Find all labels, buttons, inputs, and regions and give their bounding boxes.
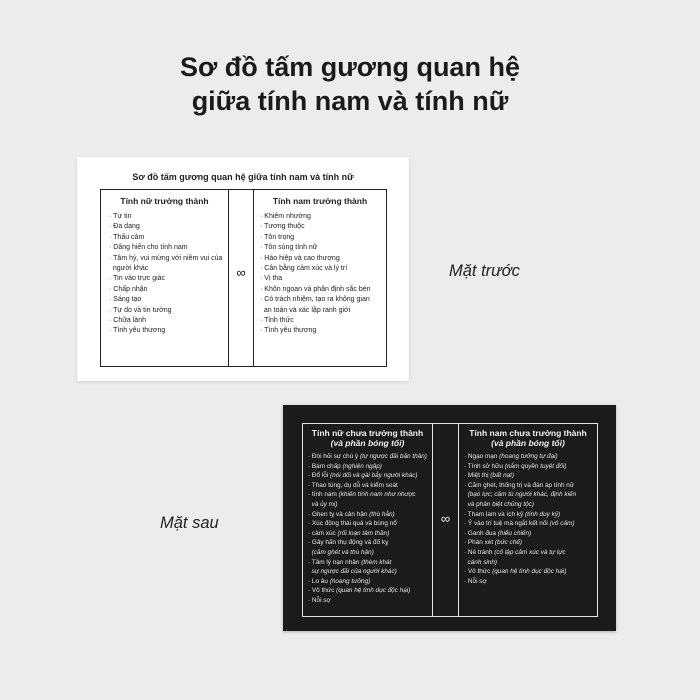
list-item [464, 567, 597, 577]
list-item [308, 490, 432, 500]
item-note: (vô cảm) [549, 520, 575, 528]
item-text: Vô thức [311, 587, 337, 595]
item-text: Nỗi sợ [311, 596, 331, 604]
item-text: Ý vào trí tuệ mà ngắt kết nối [467, 520, 550, 528]
list-item [308, 500, 432, 510]
item-note: (căm ghét và thù hận) [311, 548, 374, 556]
back-left-column [303, 424, 433, 616]
front-left-heading: Tính nữ trưởng thành [120, 196, 209, 206]
item-note: (khiến tính nam như nhược [338, 491, 416, 499]
list-item [464, 558, 597, 568]
front-left-column [101, 190, 229, 366]
list-item [308, 452, 432, 462]
page-title-line-1: Sơ đồ tấm gương quan hệ [180, 52, 520, 82]
item-text: Phán xét [467, 539, 495, 547]
front-label: Mặt trước [449, 262, 520, 280]
item-text: Tâm lý nạn nhân [311, 558, 362, 566]
list-item [308, 586, 432, 596]
list-item [464, 452, 597, 462]
list-item [308, 481, 432, 491]
list-item [464, 500, 597, 510]
item-note: (nắm quyền tuyệt đối) [504, 462, 567, 470]
item-note: (tự ngược đãi bản thân) [359, 453, 427, 460]
item-text: Ghen tỵ và cản hận [311, 510, 370, 518]
list-item: · Chấp nhận [109, 285, 228, 295]
list-item: · Tự do và tin tưởng [109, 306, 228, 316]
item-note: (hoang tưởng tự đại) [499, 453, 558, 460]
back-label: Mặt sau [160, 514, 219, 532]
list-item [464, 462, 597, 472]
infinity-icon: ∞ [236, 265, 246, 280]
list-item: · Hào hiệp và cao thượng [260, 254, 386, 264]
back-table [302, 423, 598, 617]
item-note: và ủy mị) [311, 500, 338, 508]
list-item: · Vị tha [260, 274, 386, 284]
back-left-list [308, 452, 432, 606]
list-item: · Chữa lành [109, 316, 228, 326]
list-item [464, 490, 597, 500]
item-note: (tính duy kỷ) [524, 510, 561, 518]
list-item [308, 596, 432, 606]
list-item [464, 519, 597, 529]
list-item: an toàn và xác lập ranh giới [263, 306, 351, 314]
item-note: cánh sinh) [467, 558, 498, 566]
back-middle-column [433, 424, 459, 616]
back-right-heading-line-2: (và phần bóng tối) [491, 438, 565, 448]
item-note: (bức chế) [494, 539, 523, 547]
page-title [0, 50, 700, 118]
item-text: Căm ghét, thống trị và đàn áp tính nữ [467, 481, 575, 489]
back-right-heading-line-1: Tính nam chưa trưởng thành [469, 428, 587, 438]
list-item: · Tâm hỷ, vui mừng với niềm vui của [109, 254, 228, 264]
list-item: · Tình yêu thương [260, 326, 386, 336]
list-item: · Thấu cảm [109, 233, 228, 243]
front-card [77, 157, 409, 381]
item-note: (rối loạn tâm thần) [337, 529, 390, 537]
list-item [464, 538, 597, 548]
item-text: Bám chấp [311, 462, 343, 470]
list-item: · Dâng hiến cho tính nam [109, 243, 228, 253]
list-item [308, 548, 432, 558]
front-right-list [260, 212, 386, 337]
list-item: · Khiêm nhường [260, 212, 386, 222]
front-right-heading: Tính nam trưởng thành [272, 196, 368, 206]
list-item [464, 577, 597, 587]
front-middle-column [229, 190, 254, 366]
item-note: (bất nạt) [490, 472, 515, 480]
back-right-column [459, 424, 597, 616]
item-text: Ngạo mạn [467, 453, 500, 460]
list-item [308, 538, 432, 548]
item-text: Tham lam và ích kỷ [467, 510, 525, 518]
item-note: (hiếu chiến) [497, 529, 532, 537]
list-item: · Tương thuộc [260, 222, 386, 232]
item-note: (thèm khát [361, 558, 392, 566]
list-item: · Tin vào trực giác [109, 274, 228, 284]
item-text: tính nam [311, 491, 339, 499]
list-item [308, 558, 432, 568]
list-item: người khác [112, 265, 149, 273]
back-right-heading [459, 428, 597, 448]
infinity-icon: ∞ [440, 511, 451, 526]
item-text: Né tránh [467, 548, 495, 556]
back-right-list [464, 452, 597, 586]
item-note: sự ngược đãi của người khác) [311, 568, 397, 576]
front-card-title: Sơ đồ tấm gương quan hệ giữa tính nam và tính nữ [132, 172, 354, 182]
item-text: Gây hấn thụ động và đố kỵ [311, 539, 389, 547]
back-left-heading-line-2: (và phần bóng tối) [330, 438, 405, 448]
item-text: Đòi hỏi sự chú ý [311, 453, 360, 460]
item-note: (cô lập cảm xúc và tự lực [494, 548, 566, 556]
list-item [308, 471, 432, 481]
list-item: · Khôn ngoan và phân định sắc bén [260, 285, 386, 295]
back-left-heading [303, 428, 432, 448]
list-item [308, 510, 432, 520]
list-item [464, 471, 597, 481]
list-item: · Tình yêu thương [109, 326, 228, 336]
list-item [464, 548, 597, 558]
item-note: (bạo lực; căm tù người khác, định kiến [467, 491, 577, 499]
list-item: · Cân bằng cảm xúc và lý trí [260, 264, 386, 274]
page-title-line-2: giữa tính nam và tính nữ [191, 86, 509, 116]
back-card [283, 405, 616, 631]
item-note: (quan hệ tình dục độc hại) [336, 587, 411, 595]
list-item: · Tôn sùng tính nữ [260, 243, 386, 253]
list-item [308, 529, 432, 539]
front-table [100, 189, 387, 367]
list-item [308, 462, 432, 472]
list-item: · Sáng tạo [109, 295, 228, 305]
item-text: Ganh đua [467, 529, 498, 537]
item-text: Nỗi sợ [467, 577, 487, 585]
list-item: · Có trách nhiệm, tạo ra không gian [260, 295, 386, 305]
list-item: · Tôn trọng [260, 233, 386, 243]
list-item: · Tự tin [109, 212, 228, 222]
item-text: Xúc động thái quá và bùng nổ [311, 520, 397, 528]
back-left-heading-line-1: Tính nữ chưa trưởng thành [311, 428, 424, 438]
list-item: · Đa dạng [109, 222, 228, 232]
item-text: Lo âu [311, 577, 330, 585]
item-note: (hoang tưởng) [329, 577, 371, 585]
list-item [308, 519, 432, 529]
item-text: Vô thức [467, 568, 493, 576]
item-note: (quan hệ tình dục độc hại) [492, 568, 567, 576]
list-item [308, 567, 432, 577]
item-text: Tính sở hữu [467, 462, 505, 470]
item-note: (nói dối và gài bẫy người khác) [330, 472, 418, 480]
item-note: và phân biệt chủng tộc) [467, 500, 534, 508]
list-item [308, 577, 432, 587]
item-text: Đổ lỗi [311, 472, 331, 480]
list-item [464, 481, 597, 491]
front-right-column [254, 190, 386, 366]
front-left-list [109, 212, 228, 337]
list-item [464, 510, 597, 520]
item-text: Miệt thị [467, 472, 491, 480]
list-item [464, 529, 597, 539]
list-item: · Tỉnh thức [260, 316, 386, 326]
item-text: Thao túng, dụ dỗ và kiểm soát [311, 481, 398, 489]
item-note: (thù hằn) [369, 510, 395, 518]
item-text: cảm xúc [311, 529, 338, 537]
item-note: (nghiện ngập) [342, 462, 382, 470]
